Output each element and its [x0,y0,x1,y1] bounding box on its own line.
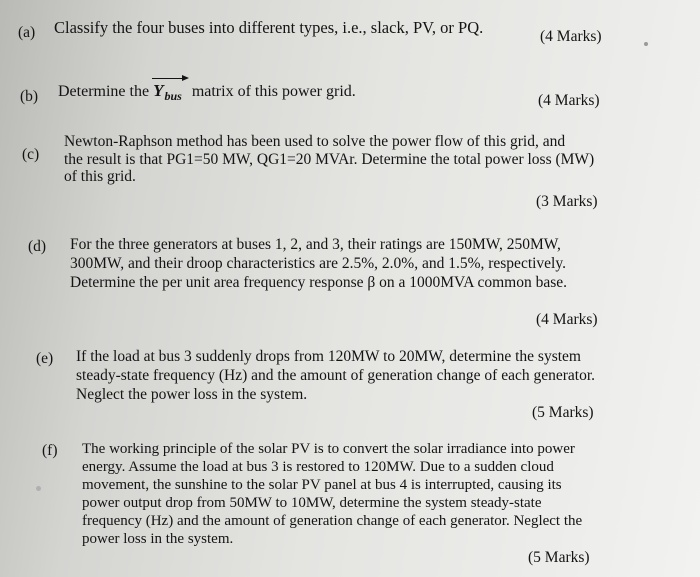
question-c-line: the result is that PG1=50 MW, QG1=20 MVAr. Determine the total power loss (MW) [64,150,595,168]
question-b-text-after: matrix of this power grid. [191,83,356,100]
question-b-label: (b) [20,88,39,105]
question-a-marks: (4 Marks) [540,28,602,45]
question-e-text [76,347,696,404]
question-f-line: frequency (Hz) and the amount of generation change of each generator. Neglect the [82,513,583,529]
question-a-label: (a) [18,24,36,41]
question-e-label: (e) [36,350,54,367]
question-d-text [70,235,700,292]
question-f-marks: (5 Marks) [528,549,590,566]
question-f-text [82,440,697,548]
question-e-line: If the load at bus 3 suddenly drops from 120MW to 20MW, determine the system [76,348,581,365]
question-f-line: power output drop from 50MW to 10MW, determine the system steady-state [82,495,542,511]
question-b-text [58,82,356,106]
question-b-text-before: Determine the [58,83,150,100]
question-c-line: of this grid. [64,168,136,185]
question-f-line: The working principle of the solar PV is to convert the solar irradiance into power [82,441,575,457]
question-b-marks: (4 Marks) [538,92,600,109]
question-c-line: Newton-Raphson method has been used to solve the power flow of this grid, and [64,133,566,150]
question-e-marks: (5 Marks) [532,404,594,421]
question-c-marks: (3 Marks) [536,193,598,210]
question-e-line: Neglect the power loss in the system. [76,386,308,403]
question-c-text [64,133,694,186]
question-d-line: For the three generators at buses 1, 2, and 3, their ratings are 150MW, 250MW, [70,236,561,253]
page-speck [36,486,41,491]
question-d-line: 300MW, and their droop characteristics are 2.5%, 2.0%, and 1.5%, respectively. [70,255,566,272]
question-e-line: steady-state frequency (Hz) and the amount of generation change of each generator. [76,367,596,384]
question-d-line: Determine the per unit area frequency response β on a 1000MVA common base. [70,274,567,291]
question-f-line: energy. Assume the load at bus 3 is restored to 120MW. Due to a sudden cloud [82,459,554,475]
question-d-label: (d) [28,238,47,255]
question-f-line: power loss in the system. [82,531,234,547]
y-bus-symbol: $Y_{bus}$ [153,81,182,103]
question-d-marks: (4 Marks) [536,311,598,328]
question-c-label: (c) [22,146,40,163]
question-f-line: movement, the sunshine to the solar PV panel at bus 4 is interrupted, causing its [82,477,562,493]
question-a-text: Classify the four buses into different types, i.e., slack, PV, or PQ. [54,18,484,37]
question-f-label: (f) [42,442,58,459]
page-speck [644,42,648,46]
